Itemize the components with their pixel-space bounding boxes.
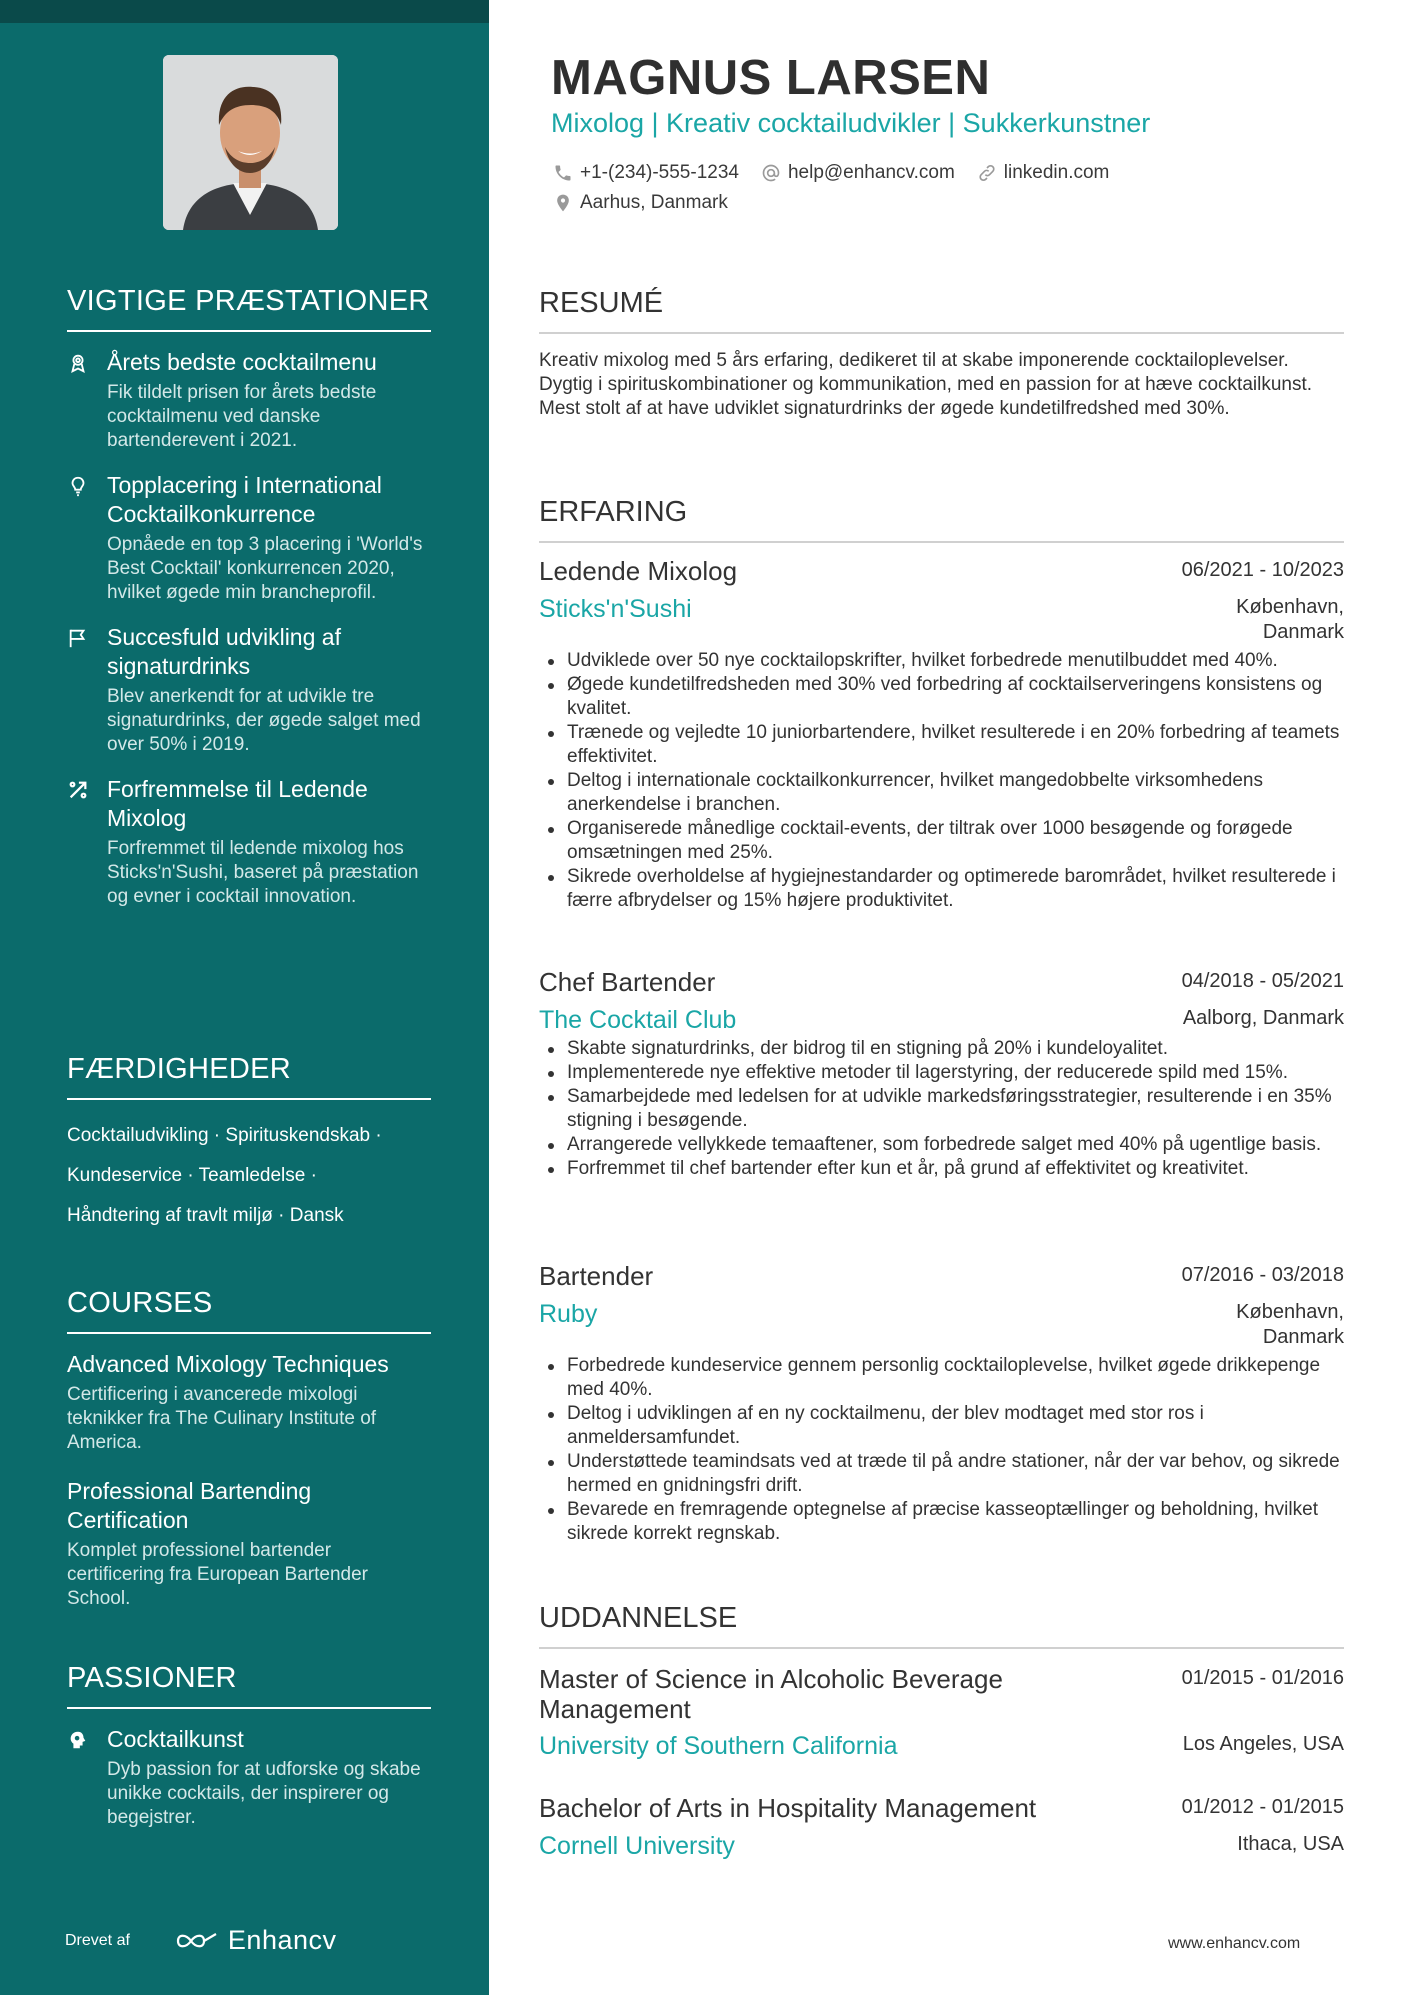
job-bullet: Understøttede teamindsats ved at træde til på andre stationer, når der var behov, og sikrede hermed en gnidningsfri drift. — [539, 1450, 1344, 1498]
location-contact — [553, 192, 728, 214]
job-location-line: Danmark — [1262, 1326, 1344, 1348]
job-bullet: Sikrede overholdelse af hygiejnestandarder og optimerede barområdet, hvilket resulterede i færre afbrydelser og 15% højere produktivitet. — [539, 865, 1344, 913]
job-company: The Cocktail Club — [539, 1006, 737, 1034]
job-title: Ledende Mixolog — [539, 556, 738, 586]
job-bullets — [539, 649, 1344, 913]
powered-by — [65, 1925, 337, 1956]
summary-heading: RESUMÉ — [539, 287, 1344, 334]
job-location-line: Aalborg, Danmark — [1182, 1007, 1344, 1029]
job-location-line: Danmark — [1262, 621, 1344, 643]
job-bullet: Trænede og vejledte 10 juniorbartendere, hvilket resulterede i en 20% forbedring af teamets effektivitet. — [539, 721, 1344, 769]
job-company: Sticks'n'Sushi — [539, 595, 692, 623]
education-degree: Master of Science in Alcoholic Beverage Management — [539, 1664, 1003, 1724]
candidate-name: MAGNUS LARSEN — [551, 51, 991, 105]
achievement-item — [67, 471, 431, 605]
achievement-desc: Fik tildelt prisen for årets bedste cocktailmenu ved danske bartenderevent i 2021. — [107, 382, 377, 451]
achievement-title: Forfremmelse til Ledende Mixolog — [107, 776, 368, 831]
courses-heading: COURSES — [67, 1287, 431, 1334]
job-entry — [539, 556, 1344, 913]
achievement-title: Årets bedste cocktailmenu — [107, 349, 377, 375]
passion-title: Cocktailkunst — [107, 1726, 244, 1752]
job-bullet: Forbedrede kundeservice gennem personlig cocktailoplevelse, hvilket øgede drikkepenge med 40%. — [539, 1354, 1344, 1402]
passions-heading: PASSIONER — [67, 1662, 431, 1709]
summary-text: Kreativ mixolog med 5 års erfaring, dedikeret til at skabe imponerende cocktailoplevelser. Dygtig i spirituskombinationer og kommunikation, med en passion for at hæve cocktailkunst. Mest stolt af at have udviklet signaturdrinks der øgede kundetilfredshed med 30%. — [539, 350, 1313, 419]
email-text: help@enhancv.com — [787, 162, 955, 183]
at-icon — [761, 163, 781, 183]
candidate-subtitle: Mixolog | Kreativ cocktailudvikler | Sukkerkunstner — [551, 108, 1151, 138]
education-location: Ithaca, USA — [1237, 1833, 1344, 1855]
skills-line: Håndtering af travlt miljø · Dansk — [67, 1205, 344, 1226]
job-bullet: Implementerede nye effektive metoder til lagerstyring, der reducerede spild med 15%. — [539, 1061, 1344, 1085]
job-dates: 07/2016 - 03/2018 — [1181, 1264, 1344, 1286]
skills-heading: FÆRDIGHEDER — [67, 1053, 431, 1100]
location-row — [553, 192, 750, 214]
job-company: Ruby — [539, 1300, 598, 1328]
linkedin-contact[interactable] — [977, 162, 1110, 184]
education-heading: UDDANNELSE — [539, 1602, 1344, 1649]
enhancv-logo[interactable] — [174, 1925, 337, 1956]
job-location — [1236, 1300, 1344, 1350]
lightbulb-icon — [67, 471, 107, 605]
phone-icon — [553, 163, 573, 183]
education-dates: 01/2015 - 01/2016 — [1181, 1667, 1344, 1689]
course-desc: Komplet professionel bartender certificering fra European Bartender School. — [67, 1540, 368, 1609]
job-title: Chef Bartender — [539, 967, 716, 997]
passion-item — [67, 1725, 431, 1830]
job-dates: 06/2021 - 10/2023 — [1181, 559, 1344, 581]
skills-section — [67, 1053, 431, 1236]
website-link[interactable]: www.enhancv.com — [1168, 1935, 1301, 1952]
contact-row — [553, 162, 1131, 184]
link-icon — [977, 163, 997, 183]
location-pin-icon — [553, 193, 573, 213]
skills-line: Cocktailudvikling · Spirituskendskab · — [67, 1125, 382, 1146]
job-entry — [539, 967, 1344, 1181]
education-school: Cornell University — [539, 1832, 735, 1860]
award-icon — [67, 348, 107, 453]
achievement-title: Succesfuld udvikling af signaturdrinks — [107, 624, 341, 679]
job-location — [1183, 1006, 1344, 1031]
education-entry — [539, 1793, 1344, 1861]
course-item — [67, 1350, 431, 1455]
phone-text: +1-(234)-555-1234 — [580, 162, 739, 183]
education-dates: 01/2012 - 01/2015 — [1181, 1796, 1344, 1818]
education-entry — [539, 1664, 1344, 1761]
job-title: Bartender — [539, 1261, 654, 1291]
job-bullet: Skabte signaturdrinks, der bidrog til en stigning på 20% i kundeloyalitet. — [539, 1037, 1344, 1061]
location-text: Aarhus, Danmark — [580, 192, 728, 213]
job-bullet: Arrangerede vellykkede temaaftener, som forbedrede salget med 40% på ugentlige basis. — [539, 1133, 1344, 1157]
achievement-item — [67, 623, 431, 757]
brand-name: Enhancv — [227, 1925, 337, 1955]
job-bullet: Deltog i udviklingen af en ny cocktailmenu, der blev modtaget med stor ros i anmeldersamfundet. — [539, 1402, 1344, 1450]
job-bullet: Bevarede en fremragende optegnelse af præcise kasseoptællinger og beholdning, hvilket sikrede korrekt regnskab. — [539, 1498, 1344, 1546]
achievement-desc: Opnåede en top 3 placering i 'World's Best Cocktail' konkurrencen 2020, hvilket øgede min brancheprofil. — [107, 534, 423, 603]
courses-section — [67, 1287, 431, 1633]
powered-by-label: Drevet af — [65, 1931, 130, 1949]
job-bullet: Udviklede over 50 nye cocktailopskrifter, hvilket forbedrede menutilbuddet med 40%. — [539, 649, 1344, 673]
skills-line: Kundeservice · Teamledelse · — [67, 1165, 317, 1186]
job-bullet: Øgede kundetilfredsheden med 30% ved forbedring af cocktailserveringens konsistens og kvalitet. — [539, 673, 1344, 721]
job-bullet: Samarbejdede med ledelsen for at udvikle markedsføringsstrategier, resulterende i en 35% stigning i besøgende. — [539, 1085, 1344, 1133]
job-bullet: Organiserede månedlige cocktail-events, der tiltrak over 1000 besøgende og forøgede omsætningen med 25%. — [539, 817, 1344, 865]
sidebar-top-bar — [0, 0, 489, 23]
job-entry — [539, 1261, 1344, 1546]
course-title: Professional Bartending Certification — [67, 1478, 312, 1533]
achievements-heading: VIGTIGE PRÆSTATIONER — [67, 285, 431, 332]
passions-section — [67, 1662, 431, 1848]
experience-heading: ERFARING — [539, 496, 1344, 543]
job-dates: 04/2018 - 05/2021 — [1181, 970, 1344, 992]
job-bullet: Forfremmet til chef bartender efter kun et år, på grund af effektivitet og kreativitet. — [539, 1157, 1344, 1181]
infinity-icon — [174, 1929, 220, 1953]
skills-list — [67, 1116, 431, 1236]
brain-icon — [67, 1725, 107, 1830]
linkedin-text: linkedin.com — [1003, 162, 1110, 183]
phone-contact[interactable] — [553, 162, 739, 184]
education-degree: Bachelor of Arts in Hospitality Management — [539, 1793, 1037, 1823]
achievement-item — [67, 348, 431, 453]
profile-photo — [163, 55, 338, 230]
job-bullet: Deltog i internationale cocktailkonkurrencer, hvilket mangedobbelte virksomhedens anerkendelse i branchen. — [539, 769, 1344, 817]
achievement-item — [67, 775, 431, 909]
achievements-section — [67, 285, 431, 927]
job-location-line: København, — [1236, 1301, 1344, 1323]
education-location: Los Angeles, USA — [1182, 1733, 1344, 1755]
email-contact[interactable] — [761, 162, 955, 184]
course-title: Advanced Mixology Techniques — [67, 1351, 389, 1377]
achievement-title: Topplacering i International Cocktailkonkurrence — [107, 472, 382, 527]
education-school: University of Southern California — [539, 1732, 898, 1760]
passion-desc: Dyb passion for at udforske og skabe unikke cocktails, der inspirerer og begejstrer. — [107, 1759, 421, 1828]
job-location-line: København, — [1236, 596, 1344, 618]
sidebar — [0, 0, 489, 1995]
job-bullets — [539, 1037, 1344, 1181]
course-desc: Certificering i avancerede mixologi teknikker fra The Culinary Institute of America. — [67, 1384, 377, 1453]
flag-icon — [67, 623, 107, 757]
achievement-desc: Blev anerkendt for at udvikle tre signaturdrinks, der øgede salget med over 50% i 2019. — [107, 686, 421, 755]
course-item — [67, 1477, 431, 1611]
promotion-icon — [67, 775, 107, 909]
achievement-desc: Forfremmet til ledende mixolog hos Sticks'n'Sushi, baseret på præstation og evner i cocktail innovation. — [107, 838, 419, 907]
job-bullets — [539, 1354, 1344, 1546]
job-location — [1236, 595, 1344, 645]
